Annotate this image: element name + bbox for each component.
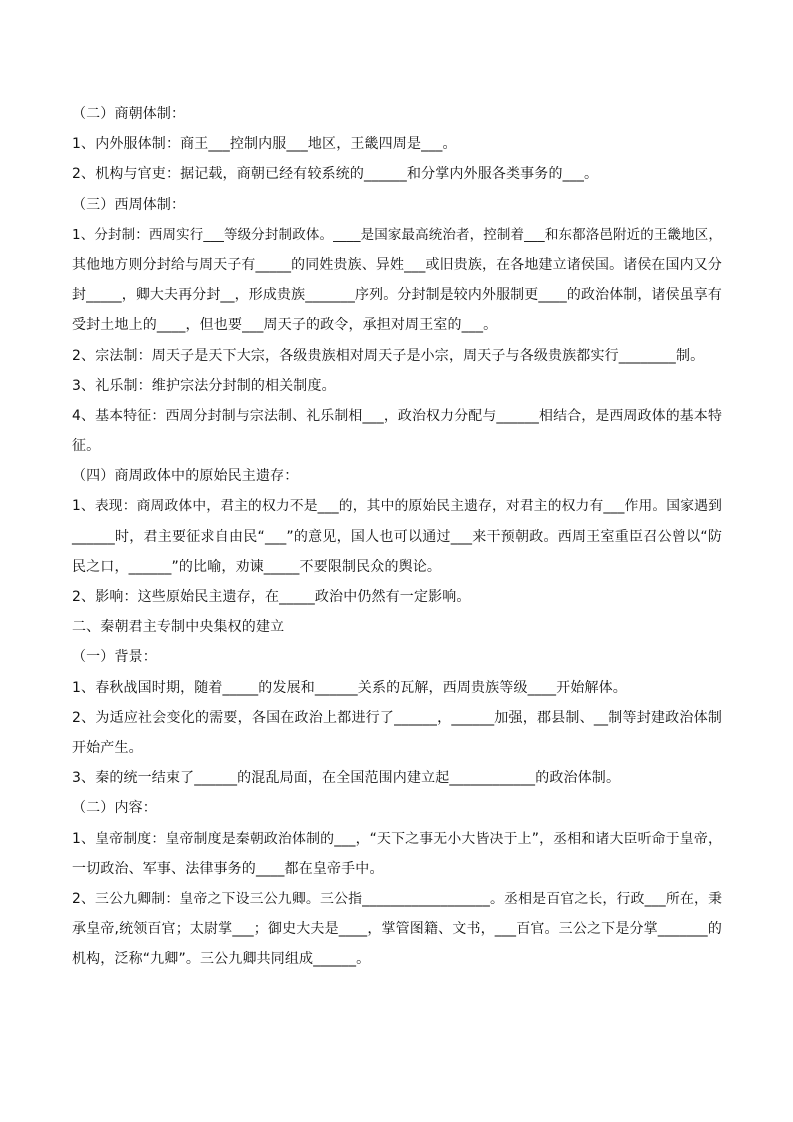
- text-line: 4、基本特征：西周分封制与宗法制、礼乐制相___，政治权力分配与______相结合，是西周政体的基本特: [72, 407, 722, 424]
- text-line: 1、分封制：西周实行___等级分封制政体。____是国家最高统治者，控制着___和东都洛邑附近的王畿地区，: [72, 226, 722, 243]
- text-line: 2、影响：这些原始民主遗存，在_____政治中仍然有一定影响。: [72, 589, 471, 605]
- text-line: 受封土地上的____，但也要___周天子的政令，承担对周王室的___。: [72, 317, 498, 334]
- text-line: （二）内容：: [72, 800, 157, 817]
- text-line: 其他地方则分封给与周天子有_____的同姓贵族、异姓___或旧贵族，在各地建立诸侯国。诸侯在国内又分: [72, 256, 722, 273]
- text-line: 3、礼乐制：维护宗法分封制的相关制度。: [72, 377, 336, 394]
- text-line: 1、内外服体制：商王___控制内服___地区，王畿四周是___。: [72, 136, 457, 153]
- text-line: ______时，君主要征求自由民“___”的意见，国人也可以通过___来干预朝政。西周王室重臣召公曾以“防: [72, 528, 722, 545]
- text-line: 1、春秋战国时期，随着_____的发展和______关系的瓦解，西周贵族等级____开始解体。: [72, 679, 627, 696]
- text-line: （一）背景：: [72, 649, 157, 666]
- text-line: 机构，泛称“九卿”。三公九卿共同组成______。: [72, 951, 371, 968]
- text-line: 征。: [72, 438, 101, 455]
- text-line: 3、秦的统一结束了______的混乱局面，在全国范围内建立起____________的政治体制。: [72, 770, 621, 787]
- text-line: 承皇帝,统领百官；太尉掌___；御史大夫是____，掌管图籍、文书，___百官。三公之下是分掌_______的: [72, 921, 722, 938]
- document-body: [72, 99, 722, 974]
- text-line: （三）西周体制：: [72, 196, 186, 213]
- text-line: 2、机构与官吏：据记载，商朝已经有较系统的______和分掌内外服各类事务的___。: [72, 166, 599, 183]
- text-line: 民之口，______”的比喻，劝谏_____不要限制民众的舆论。: [72, 558, 442, 575]
- text-line: 一切政治、军事、法律事务的____都在皇帝手中。: [72, 860, 384, 877]
- text-line: 1、皇帝制度：皇帝制度是秦朝政治体制的___，“天下之事无小大皆决于上”，丞相和诸大臣听命于皇帝，: [72, 830, 722, 847]
- text-line: 2、三公九卿制：皇帝之下设三公九卿。三公指__________________。丞相是百官之长，行政___所在，秉: [72, 890, 723, 907]
- text-line: （二）商朝体制：: [72, 106, 186, 122]
- text-line: 封_____，卿大夫再分封__，形成贵族_______序列。分封制是较内外服制更____的政治体制，诸侯虽享有: [72, 287, 722, 304]
- text-line: 2、为适应社会变化的需要，各国在政治上都进行了______，______加强，郡县制、__制等封建政治体制: [72, 709, 722, 726]
- text-line: 1、表现：商周政体中，君主的权力不是___的，其中的原始民主遗存，对君主的权力有___作用。国家遇到: [72, 498, 722, 515]
- text-line: （四）商周政体中的原始民主遗存：: [72, 468, 299, 485]
- text-line: 2、宗法制：周天子是天下大宗，各级贵族相对周天子是小宗，周天子与各级贵族都实行________制。: [72, 347, 705, 364]
- text-line: 二、秦朝君主专制中央集权的建立: [72, 619, 285, 636]
- text-line: 开始产生。: [72, 739, 143, 756]
